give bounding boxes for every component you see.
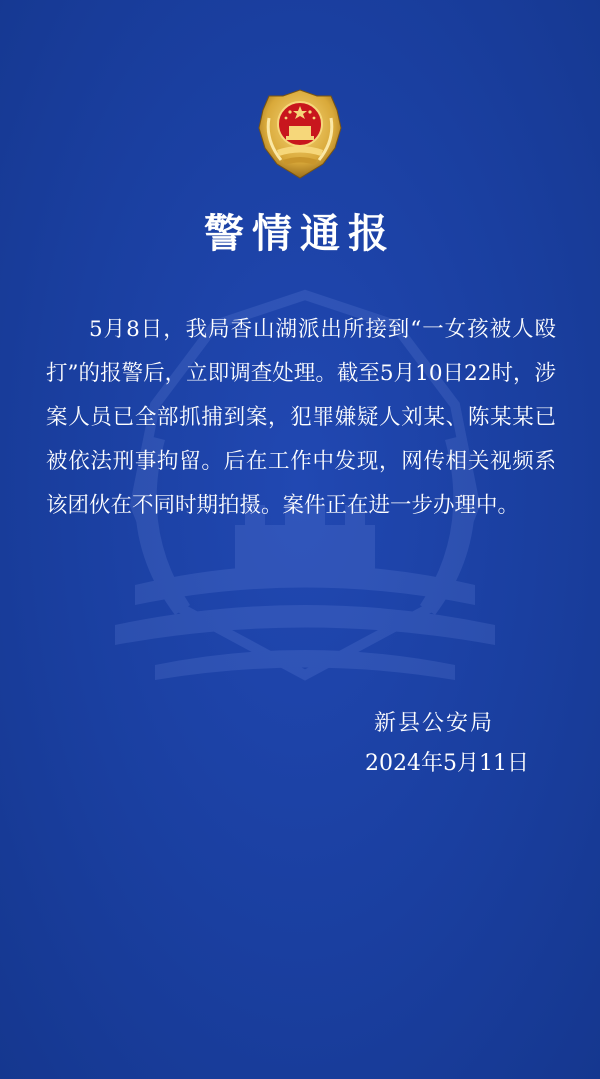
police-emblem-icon xyxy=(255,88,345,180)
notice-title: 警情通报 xyxy=(204,211,396,257)
issuer-name: 新县公安局 xyxy=(374,711,495,736)
notice-body: 5月8日，我局香山湖派出所接到“一女孩被人殴打”的报警后，立即调查处理。截至5月10日22时，涉案人员已全部抓捕到案，犯罪嫌疑人刘某、陈某某已被依法刑事拘留。后在工作中发现，网传相关视频系该团伙在不同时期拍摄。案件正在进一步办理中。 xyxy=(46,317,556,518)
issue-date: 2024年5月11日 xyxy=(365,751,529,776)
